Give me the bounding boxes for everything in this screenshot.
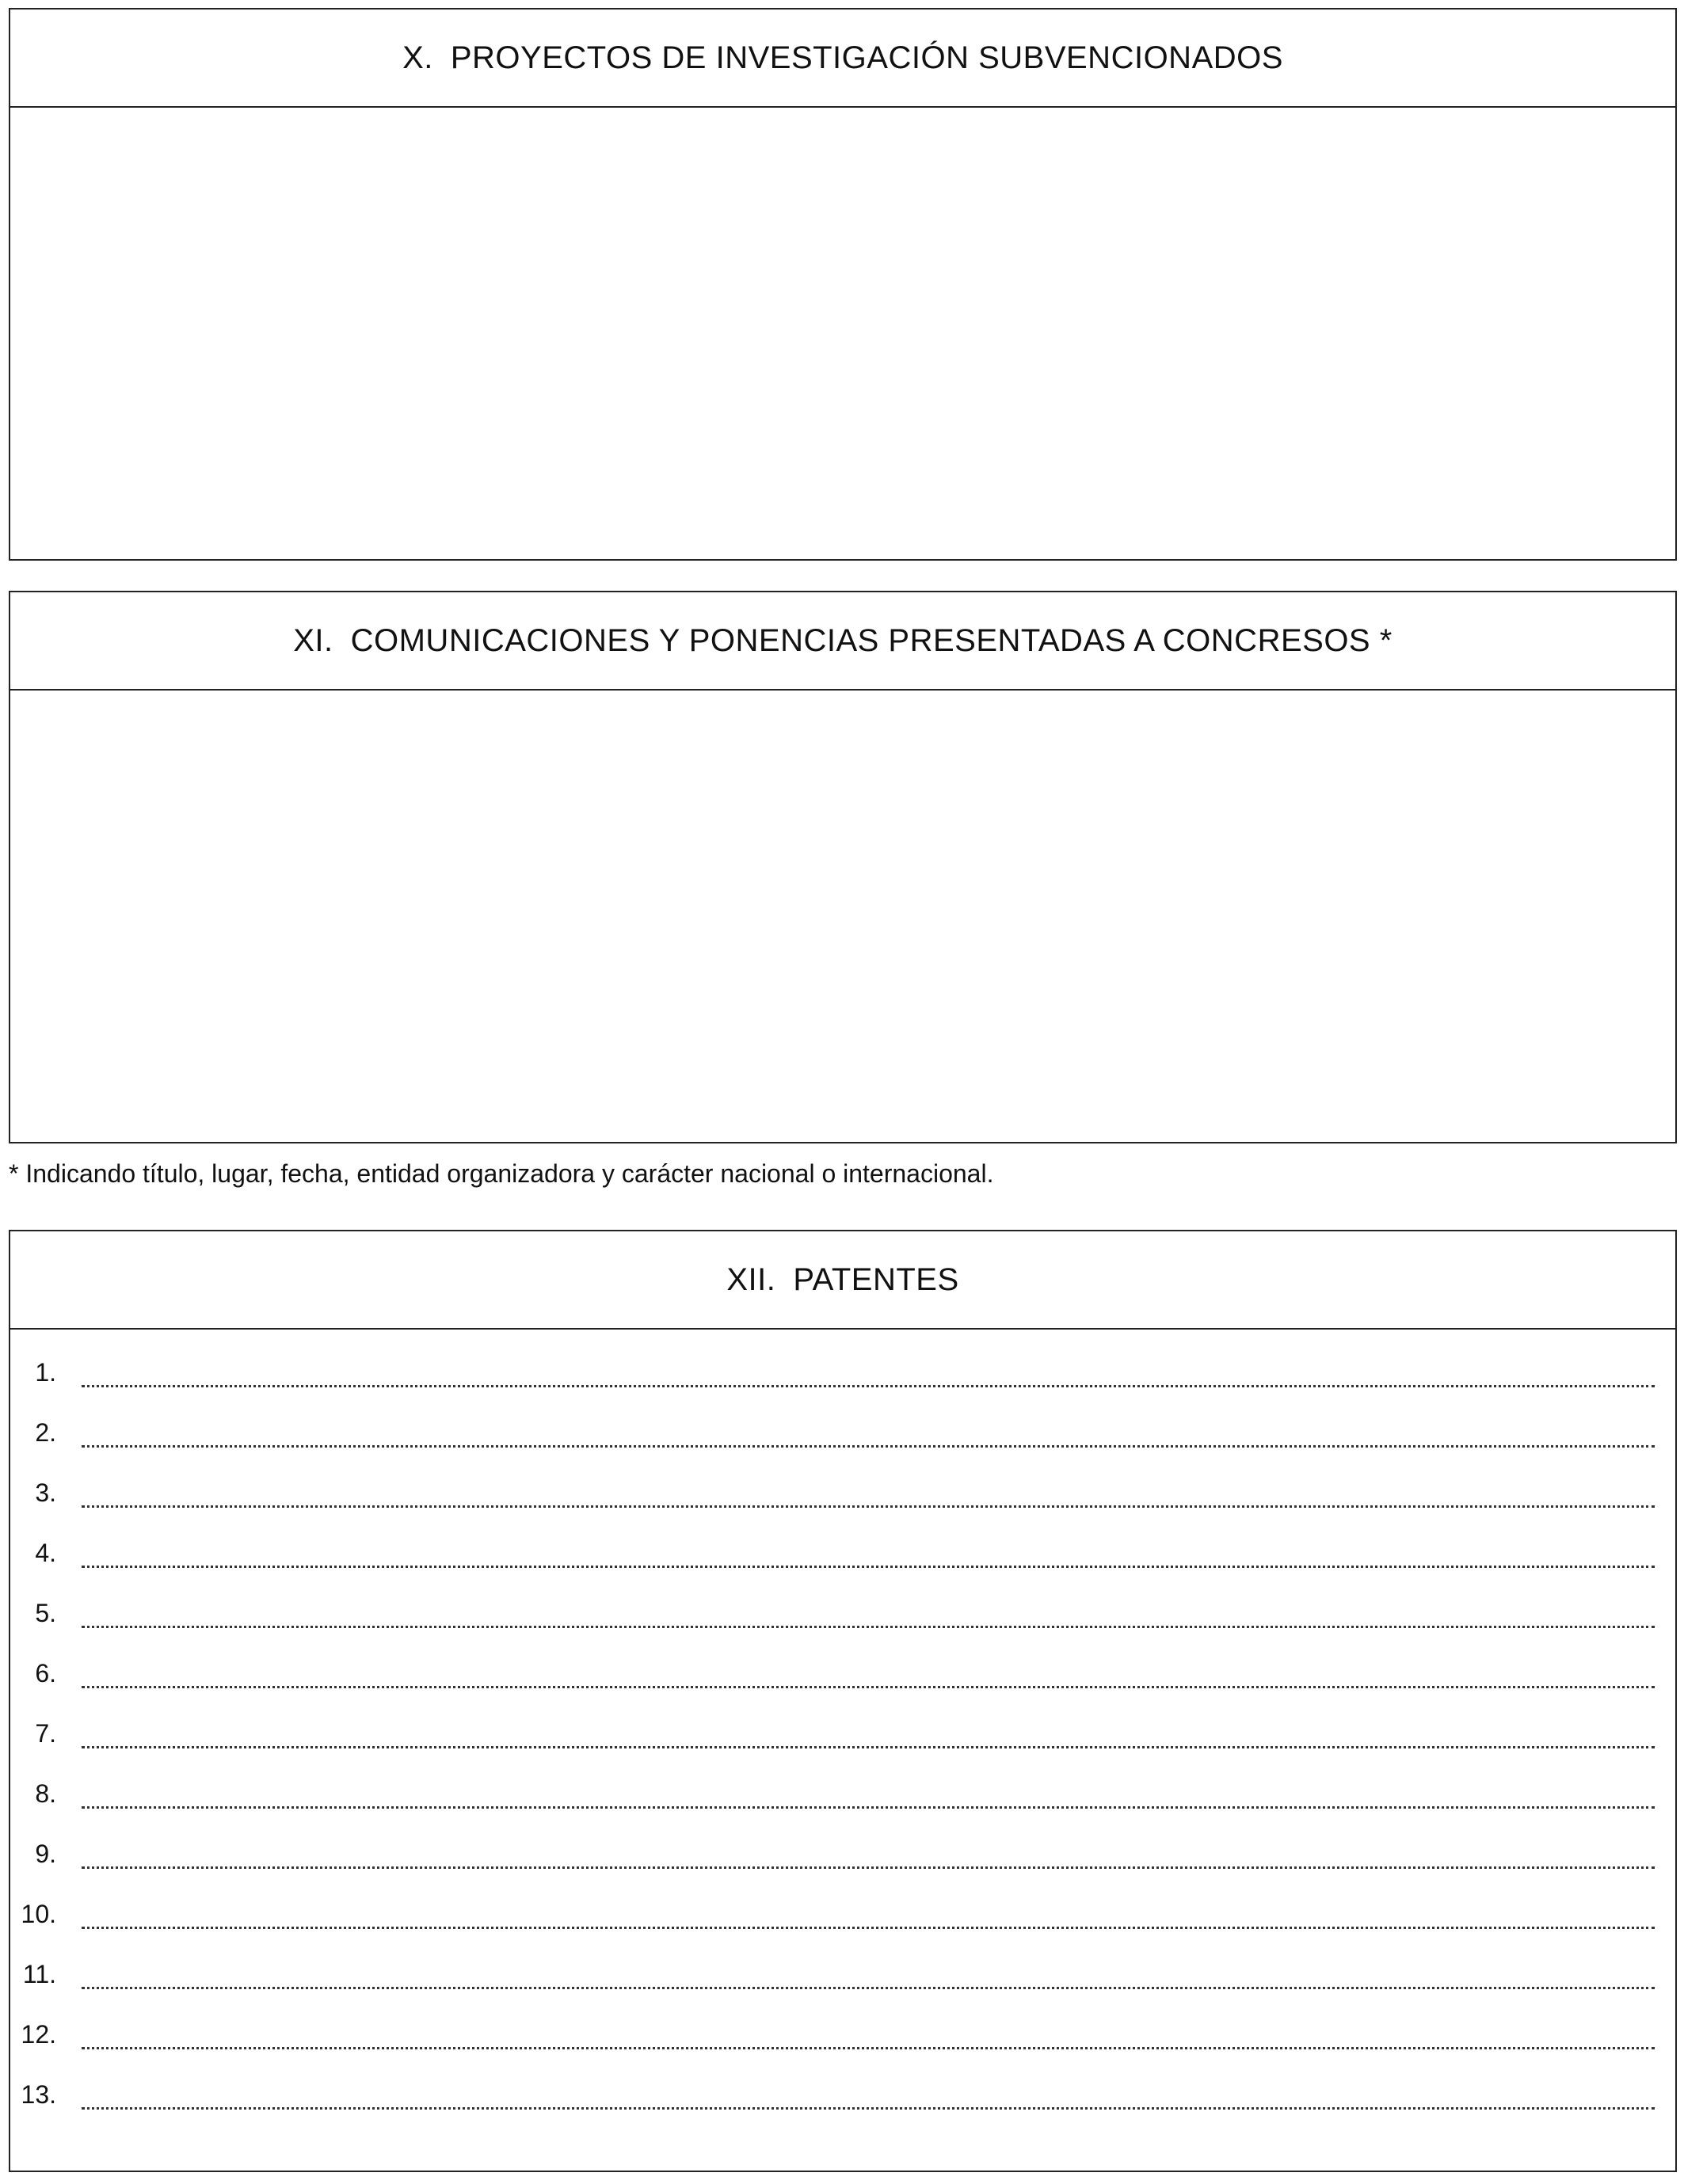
list-item-number: 1. [35,1358,56,1387]
dotted-fill-line[interactable] [82,2047,1655,2049]
dotted-fill-line[interactable] [82,1686,1655,1688]
list-item-number: 5. [35,1599,56,1627]
list-item [10,1836,1675,1897]
dotted-fill-line[interactable] [82,1987,1655,1989]
section-number: X. [402,40,433,75]
section-title: PROYECTOS DE INVESTIGACIÓN SUBVENCIONADOS [450,40,1283,75]
list-item [10,1957,1675,2017]
dotted-fill-line[interactable] [82,1445,1655,1448]
section-header [10,592,1675,691]
list-item [10,1596,1675,1656]
list-item-number: 9. [35,1840,56,1868]
list-item-number: 3. [35,1478,56,1507]
dotted-fill-line[interactable] [82,1505,1655,1508]
list-item-number: 13. [21,2080,56,2109]
dotted-fill-line[interactable] [82,1385,1655,1387]
section-comunicaciones-ponencias [9,591,1677,1143]
section-header [10,10,1675,108]
section-body-textarea[interactable] [10,691,1675,1142]
section-header [10,1231,1675,1330]
section-body-textarea[interactable] [10,108,1675,559]
dotted-fill-line[interactable] [82,1806,1655,1809]
list-item [10,2017,1675,2077]
dotted-fill-line[interactable] [82,2107,1655,2110]
patent-list [10,1330,1675,2137]
list-item [10,1656,1675,1716]
dotted-fill-line[interactable] [82,1746,1655,1748]
dotted-fill-line[interactable] [82,1927,1655,1929]
list-item-number: 4. [35,1539,56,1567]
list-item-number: 6. [35,1659,56,1687]
list-item [10,1415,1675,1475]
section-proyectos-investigacion [9,8,1677,561]
list-item-number: 8. [35,1779,56,1808]
section-number: XI. [293,622,333,658]
list-item-number: 11. [22,1960,56,1988]
section-patentes [9,1230,1677,2172]
list-item [10,1355,1675,1415]
section-title: COMUNICACIONES Y PONENCIAS PRESENTADAS A CONCRESOS * [350,622,1393,658]
section-number: XII. [726,1261,776,1297]
list-item-number: 12. [21,2020,56,2049]
list-item-number: 10. [21,1900,56,1928]
list-item [10,1776,1675,1836]
list-item [10,1475,1675,1535]
footnote: * Indicando título, lugar, fecha, entidad organizadora y carácter nacional o internacional. [9,1159,994,1188]
list-item-number: 2. [35,1418,56,1447]
dotted-fill-line[interactable] [82,1566,1655,1568]
list-item [10,2077,1675,2137]
dotted-fill-line[interactable] [82,1626,1655,1628]
list-item [10,1535,1675,1596]
list-item [10,1897,1675,1957]
list-item [10,1716,1675,1776]
list-item-number: 7. [35,1719,56,1748]
section-title: PATENTES [793,1261,959,1297]
dotted-fill-line[interactable] [82,1866,1655,1869]
